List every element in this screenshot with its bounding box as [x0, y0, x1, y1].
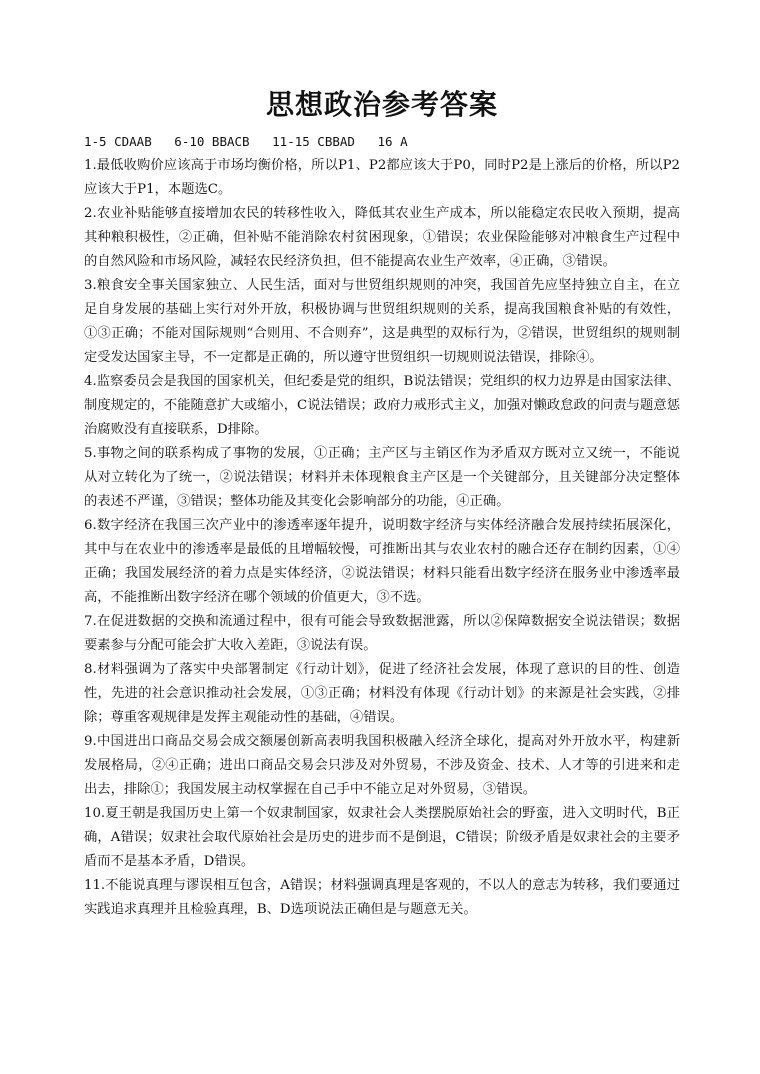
- answer-document: [84, 86, 680, 922]
- question-explanation-5: 5.事物之间的联系构成了事物的发展，①正确；主产区与主销区作为矛盾双方既对立又统一，不能说从对立转化为了统一，②说法错误；材料并未体现粮食主产区是一个关键部分，且关键部分决定整体的表述不严谨，③错误；整体功能及其变化会影响部分的功能，④正确。: [84, 446, 680, 509]
- question-explanation-6: 6.数字经济在我国三次产业中的渗透率逐年提升，说明数字经济与实体经济融合发展持续拓展深化，其中与在农业中的渗透率是最低的且增幅较慢，可推断出其与农业农村的融合还存在制约因素，①④正确；我国发展经济的着力点是实体经济，②说法错误；材料只能看出数字经济在服务业中渗透率最高，不能推断出数字经济在哪个领域的价值更大，③不选。: [84, 518, 680, 605]
- question-explanation-7: 7.在促进数据的交换和流通过程中，很有可能会导致数据泄露，所以②保障数据安全说法错误；数据要素参与分配可能会扩大收入差距，③说法有误。: [84, 614, 680, 653]
- question-explanation-3: 3.粮食安全事关国家独立、人民生活，面对与世贸组织规则的冲突，我国首先应坚持独立自主，在立足自身发展的基础上实行对外开放，积极协调与世贸组织规则的关系，提高我国粮食补贴的有效性，①③正确；不能对国际规则“合则用、不合则弃”，这是典型的双标行为，②错误，世贸组织的规则制定受发达国家主导，不一定都是正确的，所以遵守世贸组织一切规则说法错误，排除④。: [84, 278, 680, 365]
- question-explanation-9: 9.中国进出口商品交易会成交额屡创新高表明我国积极融入经济全球化，提高对外开放水平，构建新发展格局，②④正确；进出口商品交易会只涉及对外贸易，不涉及资金、技术、人才等的引进来和走出去，排除①；我国发展主动权掌握在自己手中不能立足对外贸易，③错误。: [84, 734, 680, 797]
- question-explanation-1: 1.最低收购价应该高于市场均衡价格，所以P1、P2都应该大于P0，同时P2是上涨后的价格，所以P2应该大于P1，本题选C。: [84, 158, 680, 197]
- question-explanation-2: 2.农业补贴能够直接增加农民的转移性收入，降低其农业生产成本，所以能稳定农民收入预期，提高其种粮积极性，②正确，但补贴不能消除农村贫困现象，①错误；农业保险能够对冲粮食生产过程中的自然风险和市场风险，减轻农民经济负担，但不能提高农业生产效率，④正确，③错误。: [84, 206, 680, 269]
- question-explanation-4: 4.监察委员会是我国的国家机关，但纪委是党的组织，B说法错误；党组织的权力边界是由国家法律、制度规定的，不能随意扩大或缩小，C说法错误；政府力戒形式主义，加强对懒政怠政的问责与题意惩治腐败没有直接联系，D排除。: [84, 374, 680, 437]
- question-explanation-8: 8.材料强调为了落实中央部署制定《行动计划》，促进了经济社会发展，体现了意识的目的性、创造性，先进的社会意识推动社会发展，①③正确；材料没有体现《行动计划》的来源是社会实践，②排除；尊重客观规律是发挥主观能动性的基础，④错误。: [84, 662, 680, 725]
- question-explanation-11: 11.不能说真理与谬误相互包含，A错误；材料强调真理是客观的，不以人的意志为转移，我们要通过实践追求真理并且检验真理，B、D选项说法正确但是与题意无关。: [84, 878, 680, 917]
- question-explanation-10: 10.夏王朝是我国历史上第一个奴隶制国家，奴隶社会人类摆脱原始社会的野蛮，进入文明时代，B正确，A错误；奴隶社会取代原始社会是历史的进步而不是倒退，C错误；阶级矛盾是奴隶社会的主要矛盾而不是基本矛盾，D错误。: [84, 806, 680, 869]
- answer-key-line: 1-5 CDAAB 6-10 BBACB 11-15 CBBAD 16 A: [84, 134, 408, 149]
- page-title: 思想政治参考答案: [265, 88, 498, 121]
